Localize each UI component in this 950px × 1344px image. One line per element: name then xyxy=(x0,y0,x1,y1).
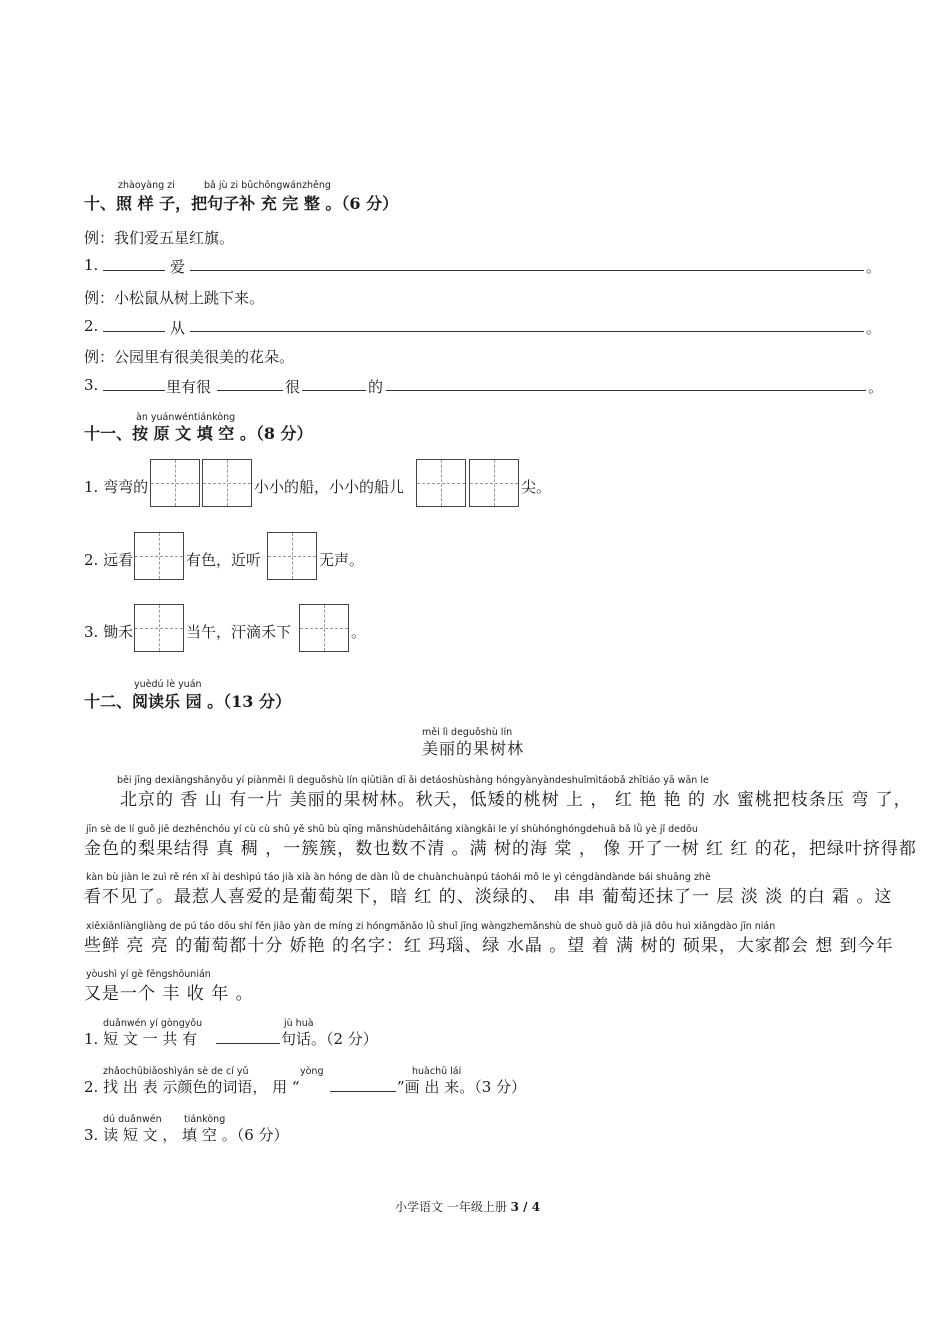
reading-q2-a: 2. 找 出 表 示颜色的词语， 用 “ xyxy=(84,1078,300,1096)
answer-blank[interactable] xyxy=(103,390,165,391)
section-11-heading: 十一、按 原 文 填 空 。（8 分） xyxy=(84,424,313,443)
fill-q3-text-a: 3. 锄禾 xyxy=(84,623,134,641)
pinyin: zhǎochūbiǎoshìyán sè de cí yǔ xyxy=(103,1066,249,1077)
q3-word-c: 的 xyxy=(368,378,384,396)
fill-q1-text-b: 小小的船，小小的船儿 xyxy=(254,478,405,496)
answer-blank[interactable] xyxy=(217,390,283,391)
example-3: 例：公园里有很美很美的花朵。 xyxy=(84,348,295,366)
writing-box[interactable] xyxy=(416,459,466,507)
pinyin: tiánkòng xyxy=(184,1114,226,1125)
fill-q2-text-a: 2. 远看 xyxy=(84,551,134,569)
reading-q2-b: ”画 出 来。（3 分） xyxy=(397,1078,527,1096)
example-2: 例：小松鼠从树上跳下来。 xyxy=(84,289,265,307)
pinyin: xiēxiānliàngliàng de pú táo dōu shí fēn jiāo yàn de míng zi hóngmǎnǎo lǜ shuǐ jīng wàngzhemǎnshù de shuò guǒ dà jiā dōu huì xiǎngdào jīn nián xyxy=(86,921,776,932)
passage-title: 美丽的果树林 xyxy=(422,739,525,758)
q1-end: 。 xyxy=(866,258,882,276)
answer-blank[interactable] xyxy=(330,1091,396,1092)
reading-q1-a: 1. 短 文 一 共 有 xyxy=(84,1030,198,1048)
reading-q1-b: 句话。（2 分） xyxy=(281,1030,378,1048)
fill-q3-text-c: 。 xyxy=(351,623,367,641)
writing-box[interactable] xyxy=(150,459,200,507)
pinyin: bǎ jù zi bǔchōngwánzhěng xyxy=(204,180,331,191)
q3-word-b: 很 xyxy=(285,378,301,396)
example-1: 例：我们爱五星红旗。 xyxy=(84,229,235,247)
answer-blank[interactable] xyxy=(302,390,366,391)
writing-box[interactable] xyxy=(267,532,317,580)
q2-word: 从 xyxy=(170,319,186,337)
writing-box[interactable] xyxy=(134,604,184,652)
q1-word: 爱 xyxy=(170,258,186,276)
writing-box[interactable] xyxy=(299,604,349,652)
passage-line: 些鲜 亮 亮 的葡萄都十分 娇艳 的名字：红 玛瑙、绿 水晶 。望 着 满 树的 硕果，大家都会 想 到今年 xyxy=(84,936,894,956)
q3-end: 。 xyxy=(868,378,884,396)
pinyin: jù huà xyxy=(284,1018,314,1029)
pinyin: dú duǎnwén xyxy=(103,1114,162,1125)
page-number: 3 / 4 xyxy=(510,1200,541,1214)
q2-number: 2. xyxy=(84,317,99,335)
passage-line: 又是一个 丰 收 年 。 xyxy=(84,984,254,1004)
page-footer xyxy=(395,1198,540,1215)
pinyin: kàn bù jiàn le zuì rě rén xǐ ài deshìpú táo jià xià àn hóng de dàn lǜ de chuànchuànpú táohái mǒ le yì céngdàndànde bái shuāng zhè xyxy=(86,872,711,883)
pinyin: yuèdú lè yuán xyxy=(134,679,202,690)
pinyin: huàchū lái xyxy=(412,1066,462,1077)
reading-q3: 3. 读 短 文 ， 填 空 。（6 分） xyxy=(84,1126,289,1144)
answer-blank[interactable] xyxy=(190,270,864,271)
passage-line: 北京的 香 山 有一片 美丽的果树林。秋天，低矮的桃树 上 ， 红 艳 艳 的 水 蜜桃把枝条压 弯 了， xyxy=(84,790,912,810)
pinyin: yòushì yí gè fēngshōunián xyxy=(86,969,211,980)
pinyin: duǎnwén yí gòngyǒu xyxy=(103,1018,203,1029)
q1-number: 1. xyxy=(84,256,99,274)
section-10-heading: 十、照 样 子，把句子补 充 完 整 。（6 分） xyxy=(84,194,399,213)
writing-box[interactable] xyxy=(134,532,184,580)
fill-q3-text-b: 当午，汗滴禾下 xyxy=(186,623,292,641)
answer-blank[interactable] xyxy=(216,1043,280,1044)
fill-q1-text-a: 1. 弯弯的 xyxy=(84,478,149,496)
pinyin: zhàoyàng zi xyxy=(118,180,175,191)
answer-blank[interactable] xyxy=(103,331,165,332)
q3-number: 3. xyxy=(84,376,99,394)
q3-word-a: 里有很 xyxy=(166,378,212,396)
section-12-heading: 十二、阅读乐 园 。（13 分） xyxy=(84,692,291,711)
pinyin: měi lì deguǒshù lín xyxy=(422,727,513,738)
passage-line: 看不见了。最惹人喜爱的是葡萄架下，暗 红 的、淡绿的、 串 串 葡萄还抹了一 层 淡 淡 的白 霜 。这 xyxy=(84,887,893,907)
answer-blank[interactable] xyxy=(190,331,864,332)
pinyin: àn yuánwéntiánkòng xyxy=(136,412,236,423)
fill-q1-text-c: 尖。 xyxy=(521,478,552,496)
writing-box[interactable] xyxy=(469,459,519,507)
q2-end: 。 xyxy=(866,319,882,337)
pinyin: jīn sè de lí guǒ jiē dezhēnchóu yí cù cù shǔ yě shǔ bù qīng mǎnshùdehǎitáng xiàngkāi le yí shùhónghóngdehuā bǎ lǜ yè jǐ dedōu xyxy=(86,824,698,835)
answer-blank[interactable] xyxy=(386,390,866,391)
passage-line: 金色的梨果结得 真 稠 ，一簇簇，数也数不清 。满 树的海 棠 ， 像 开了一树 红 红 的花，把绿叶挤得都 xyxy=(84,839,917,859)
fill-q2-text-c: 无声。 xyxy=(319,551,365,569)
pinyin: běi jīng dexiāngshānyǒu yí piànměi lì deguǒshù lín qiūtiān dī ǎi detáoshùshàng hóngyànyàndeshuǐmìtáobǎ zhītiáo yā wān le xyxy=(117,775,709,786)
pinyin: yòng xyxy=(300,1066,324,1077)
writing-box[interactable] xyxy=(202,459,252,507)
footer-title: 小学语文 一年级上册 xyxy=(395,1200,511,1214)
fill-q2-text-b: 有色，近听 xyxy=(186,551,262,569)
answer-blank[interactable] xyxy=(103,270,165,271)
